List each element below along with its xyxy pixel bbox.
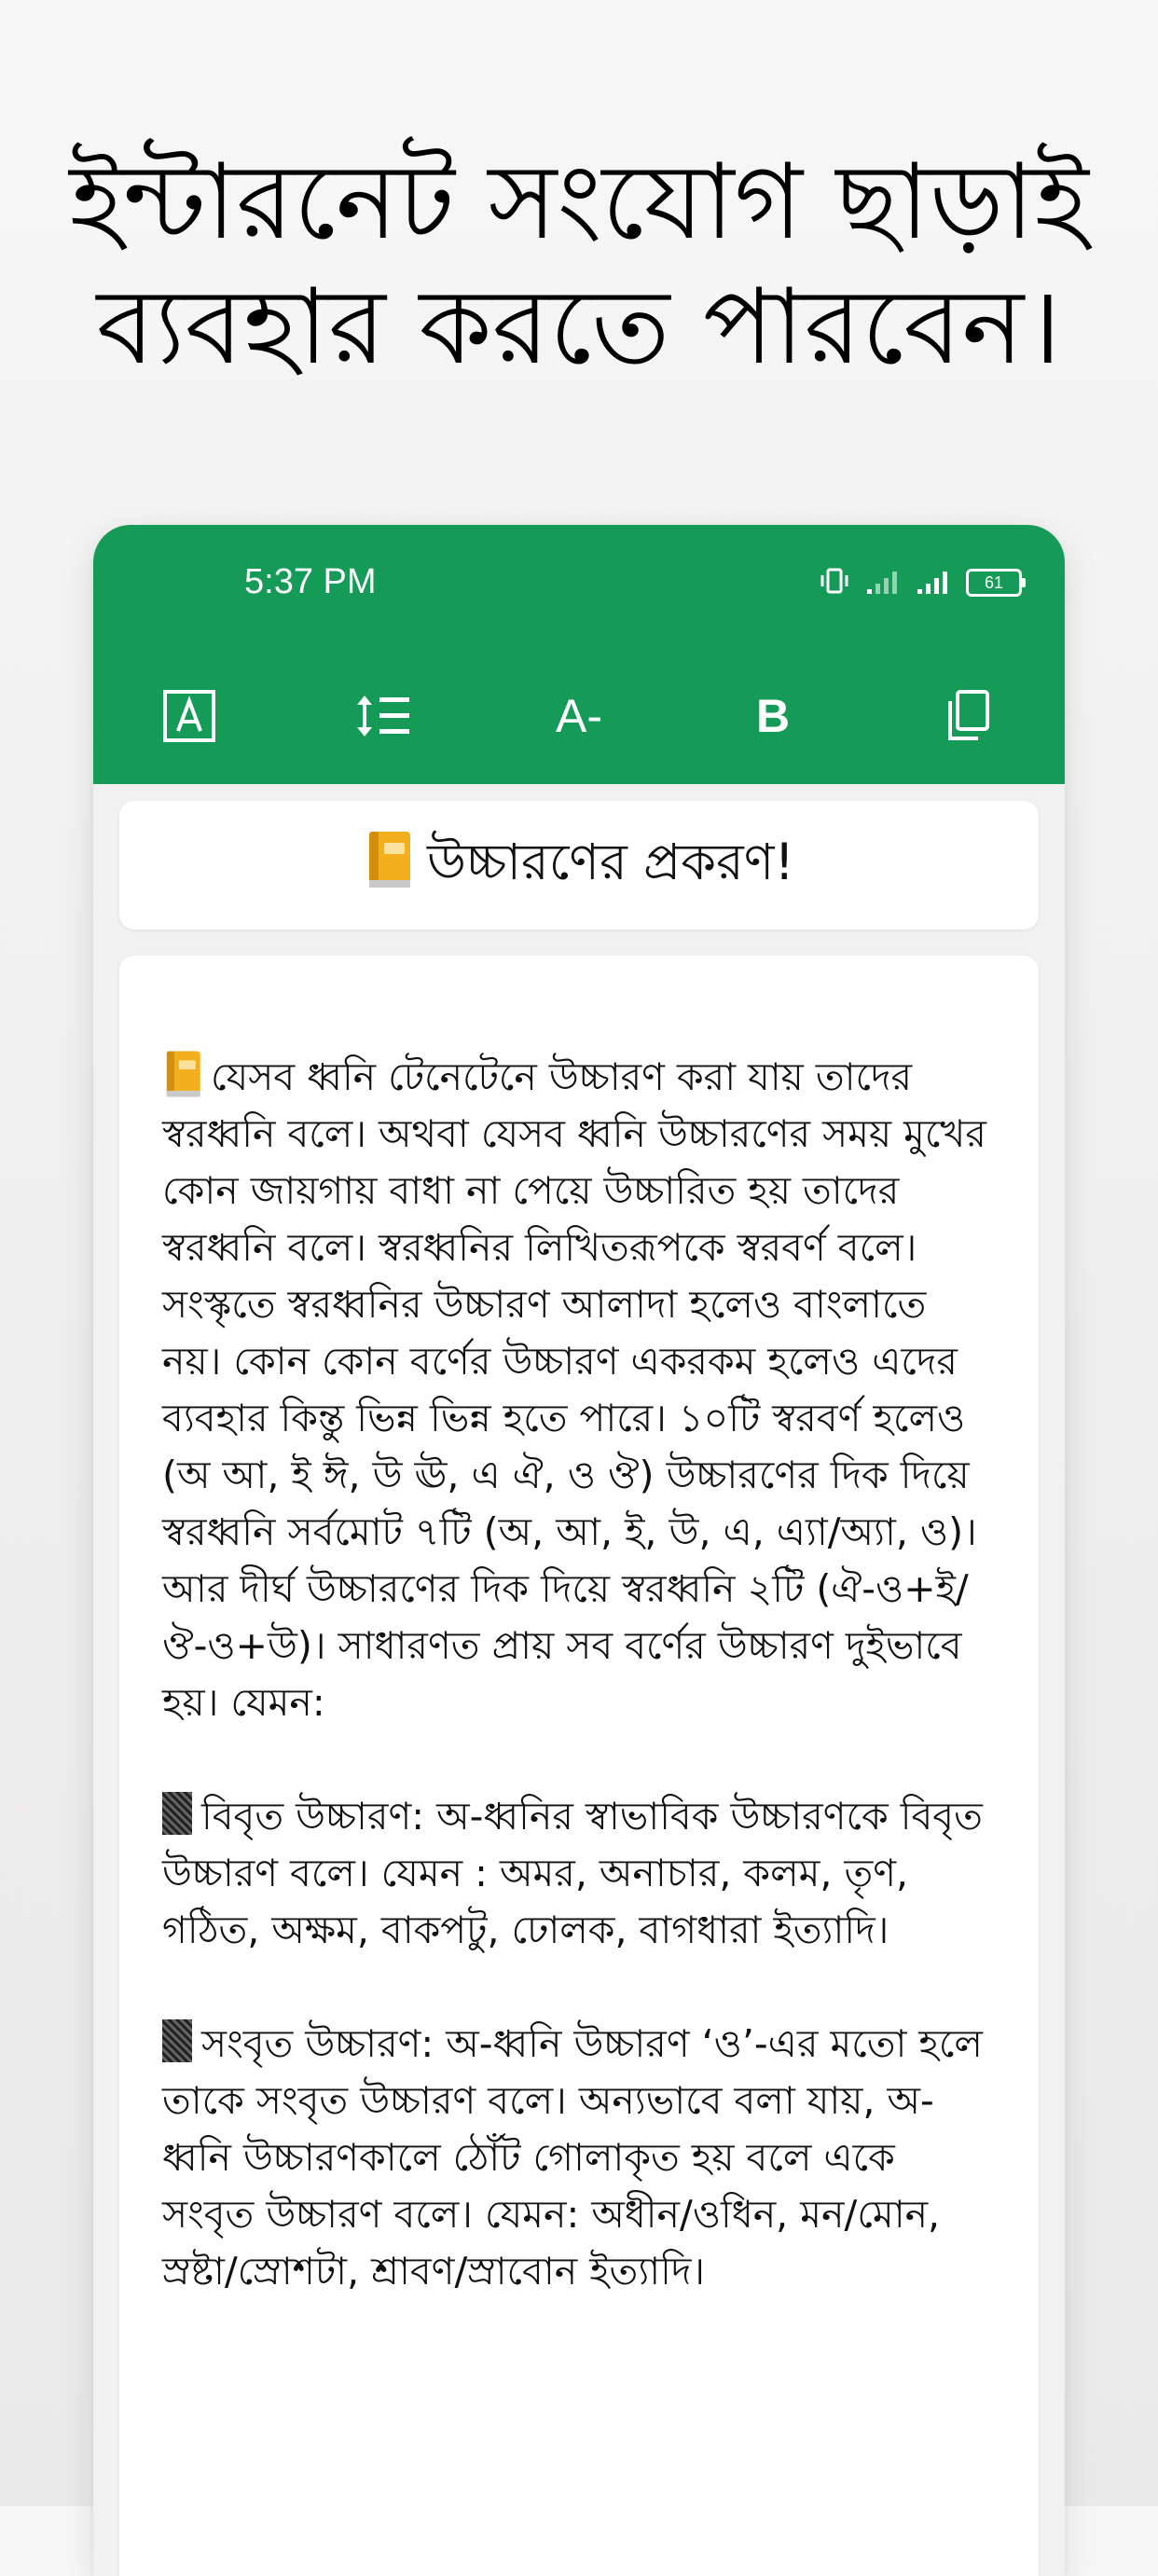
notebook-icon [162,1049,203,1099]
promo-headline [0,140,1158,390]
font-style-button[interactable] [147,665,231,767]
vibrate-icon [817,566,852,599]
article-content[interactable] [93,784,1065,2576]
copy-icon [941,688,993,744]
promo-line-2: ব্যবহার করতে পারবেন। [96,267,1062,388]
promo-line-1: ইন্টারনেট সংযোগ ছাড়াই [69,142,1089,263]
article-paragraph-1 [162,1049,994,1731]
article-paragraph-3 [162,2016,994,2300]
paragraph-text: সংবৃত উচ্চারণ: অ-ধ্বনি উচ্চারণ ‘ও’-এর মতো হলে তাকে সংবৃত উচ্চারণ বলে। অন্যভাবে বলা যায়, অ-ধ্বনি উচ্চারণকালে ঠোঁট গোলাকৃত হয় বলে একে সংবৃত উচ্চারণ বলে। যেমন: অধীন/ওধিন, মন/মোন, স্রষ্টা/স্রোশটা, শ্রাবণ/স্রাবোন ইত্যাদি। [162,2021,983,2294]
bold-button[interactable] [731,665,815,767]
bold-icon: B [755,690,791,742]
app-bar [93,525,1065,784]
status-icons [817,562,1022,603]
notebook-icon [364,830,414,902]
line-spacing-button[interactable] [341,665,425,767]
phone-screen [93,525,1065,2576]
paragraph-text: যেসব ধ্বনি টেনেটেনে উচ্চারণ করা যায় তাদের স্বরধ্বনি বলে। অথবা যেসব ধ্বনি উচ্চারণের সময় মুখের কোন জায়গায় বাধা না পেয়ে উচ্চারিত হয় তাদের স্বরধ্বনি বলে। স্বরধ্বনির লিখিতরূপকে স্বরবর্ণ বলে। সংস্কৃতে স্বরধ্বনির উচ্চারণ আলাদা হলেও বাংলাতে নয়। কোন কোন বর্ণের উচ্চারণ একরকম হলেও এদের ব্যবহার কিন্তু ভিন্ন ভিন্ন হতে পারে। ১০টি স্বরবর্ণ হলেও (অ আ, ই ঈ, উ ঊ, এ ঐ, ও ঔ) উচ্চারণের দিক দিয়ে স্বরধ্বনি সর্বমোট ৭টি (অ, আ, ই, উ, এ, এ্যা/অ্যা, ও)। আর দীর্ঘ উচ্চারণের দিক দিয়ে স্বরধ্বনি ২টি (ঐ-ও+ই/ঔ-ও+উ)। সাধারণত প্রায় সব বর্ণের উচ্চারণ দুইভাবে হয়। যেমন: [162,1054,986,1725]
article-title-card [119,801,1039,930]
article-body-card [119,956,1039,2576]
reader-toolbar [93,665,1065,767]
font-box-icon [161,688,217,744]
copy-button[interactable] [925,665,1009,767]
block-bullet-icon [162,1792,192,1835]
font-decrease-icon: A- [556,690,602,742]
font-decrease-button[interactable] [537,665,621,767]
status-time: 5:37 PM [244,562,377,601]
signal-strong-icon [916,567,953,599]
line-spacing-icon [353,690,413,742]
block-bullet-icon [162,2019,192,2062]
paragraph-text: বিবৃত উচ্চারণ: অ-ধ্বনির স্বাভাবিক উচ্চারণকে বিবৃত উচ্চারণ বলে। যেমন : অমর, অনাচার, কলম, তৃণ, গঠিত, অক্ষম, বাকপটু, ঢোলক, বাগধারা ইত্যাদি। [162,1794,983,1952]
battery-icon: 61 [966,569,1022,597]
signal-weak-icon [865,567,903,599]
article-paragraph-2 [162,1788,994,1959]
article-title: উচ্চারণের প্রকরণ! [426,833,795,891]
